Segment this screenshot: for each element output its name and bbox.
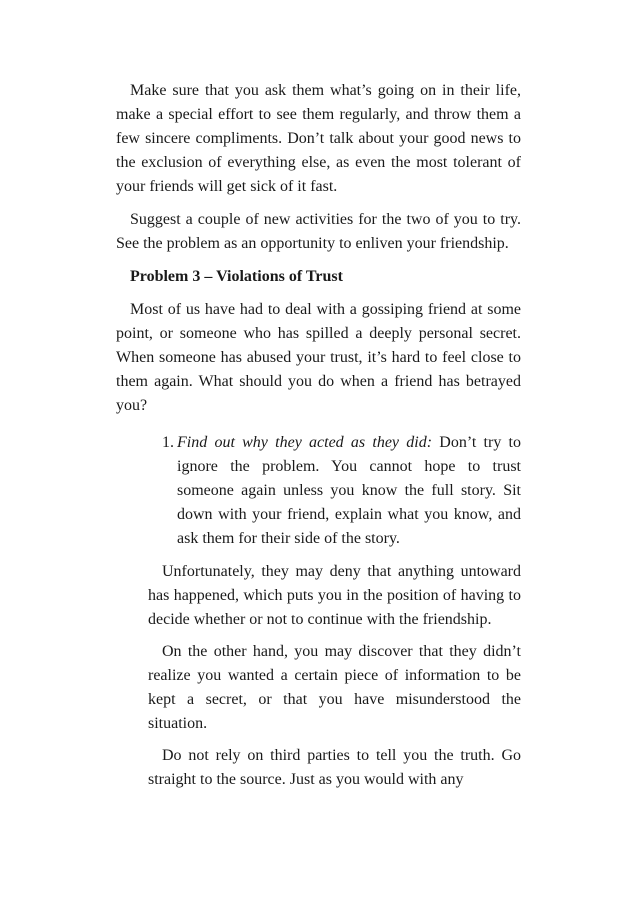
list-item-body: Don’t try to ignore the problem. You cannot hope to trust someone again unless you know the full story. Sit down with your friend, explain what you know, and ask them for their side of the story. [177, 434, 521, 547]
paragraph-other-hand: On the other hand, you may discover that they didn’t realize you wanted a certain piece of information to be kept a secret, or that you have misunderstood the situation. [148, 643, 521, 732]
section-heading: Problem 3 – Violations of Trust [130, 268, 343, 285]
list-item-number: 1. [162, 434, 174, 451]
paragraph-attention: Make sure that you ask them what’s going on in their life, make a special effort to see them regularly, and throw them a few sincere compliments. Don’t talk about your good news to the exclusion of everything else, as even the most tolerant of your friends will get sick of it fast. [116, 82, 521, 195]
list-item-title: Find out why they acted as they did: [177, 434, 440, 451]
paragraph-deny: Unfortunately, they may deny that anything untoward has happened, which puts you in the position of having to decide whether or not to continue with the friendship. [148, 563, 521, 628]
indented-text [148, 560, 521, 792]
paragraph-third-parties: Do not rely on third parties to tell you the truth. Go straight to the source. Just as you would with any [148, 747, 521, 788]
numbered-list [162, 431, 521, 551]
list-item [162, 431, 521, 551]
body-text-top [116, 79, 521, 256]
paragraph-trust-intro: Most of us have had to deal with a gossiping friend at some point, or someone who has spilled a deeply personal secret. When someone has abused your trust, it’s hard to feel close to them again. What should you do when a friend has betrayed you? [116, 301, 521, 414]
body-text-trust [116, 298, 521, 418]
paragraph-new-activities: Suggest a couple of new activities for the two of you to try. See the problem as an opportunity to enliven your friendship. [116, 211, 521, 252]
